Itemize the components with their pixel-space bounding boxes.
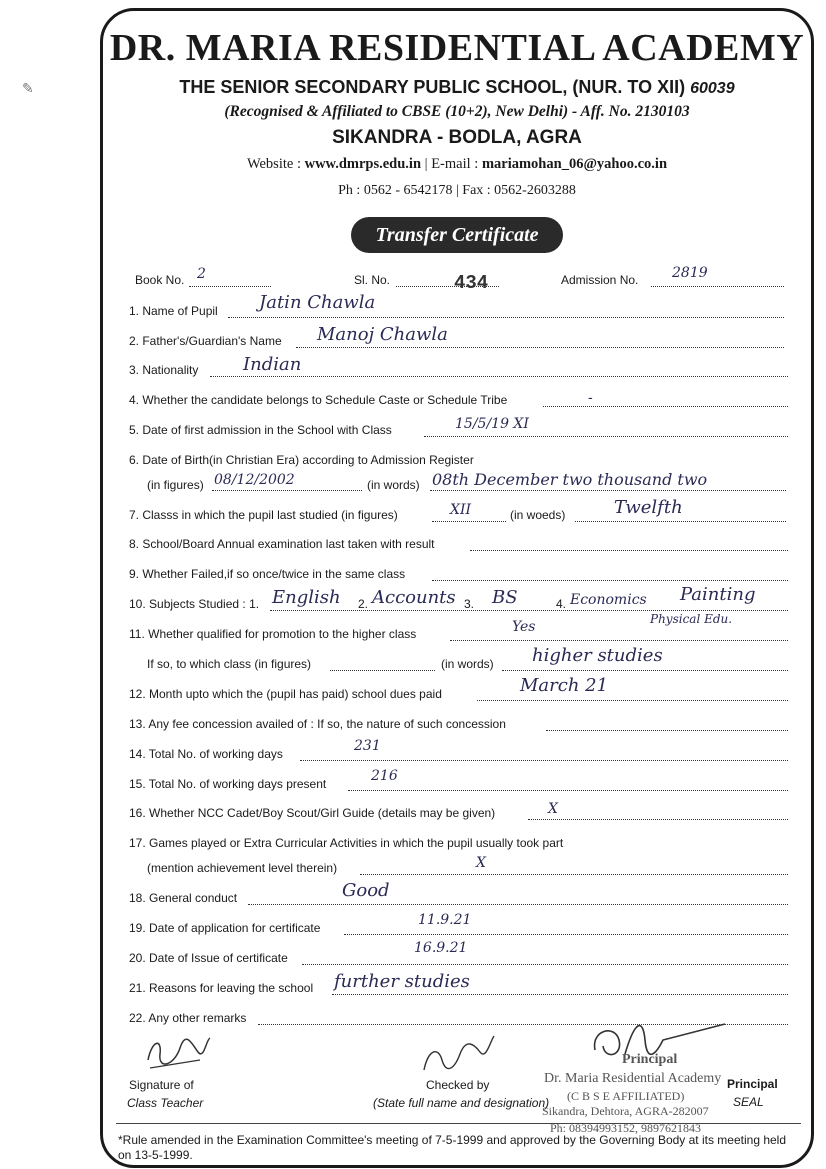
affiliation-line: (Recognised & Affiliated to CBSE (10+2), New Delhi) - Aff. No. 2130103 bbox=[224, 103, 690, 120]
class-teacher-label-1: Signature of bbox=[129, 1078, 194, 1092]
field-6-fig-value: 08/12/2002 bbox=[214, 472, 295, 488]
field-14-label: 14. Total No. of working days bbox=[129, 747, 283, 761]
dotted-line bbox=[296, 347, 784, 348]
seal-label: SEAL bbox=[733, 1095, 764, 1109]
field-21-value: further studies bbox=[334, 971, 470, 992]
website-label: Website : bbox=[246, 156, 301, 172]
certificate-title-badge: Transfer Certificate bbox=[351, 217, 563, 253]
subject-1: English bbox=[272, 587, 341, 608]
school-type-text: THE SENIOR SECONDARY PUBLIC SCHOOL, (NUR. TO XII) bbox=[179, 77, 686, 97]
dotted-line bbox=[470, 550, 788, 551]
field-19-value: 11.9.21 bbox=[418, 912, 472, 928]
field-4-label: 4. Whether the candidate belongs to Schedule Caste or Schedule Tribe bbox=[129, 393, 508, 407]
contact-line: Website : www.dmrps.edu.in | E-mail : mariamohan_06@yahoo.co.in bbox=[246, 156, 668, 172]
school-name: DR. MARIA RESIDENTIAL ACADEMY bbox=[109, 27, 805, 69]
field-7-label: 7. Classs in which the pupil last studied (in figures) bbox=[129, 508, 398, 522]
field-8-label: 8. School/Board Annual examination last taken with result bbox=[129, 537, 435, 551]
field-6-fig-label: (in figures) bbox=[147, 478, 204, 492]
class-teacher-label-2: Class Teacher bbox=[127, 1096, 204, 1110]
field-16-label: 16. Whether NCC Cadet/Boy Scout/Girl Guide (details may be given) bbox=[129, 806, 496, 820]
field-5-value: 15/5/19 XI bbox=[455, 416, 529, 432]
subject-4: Economics bbox=[570, 592, 647, 608]
subject-6: Physical Edu. bbox=[650, 612, 733, 626]
field-18-value: Good bbox=[342, 880, 390, 901]
dotted-line bbox=[248, 904, 788, 905]
field-6-label: 6. Date of Birth(in Christian Era) according to Admission Register bbox=[129, 453, 474, 467]
field-3-label: 3. Nationality bbox=[129, 363, 199, 377]
field-2-value: Manoj Chawla bbox=[317, 324, 448, 345]
field-7-value: XII bbox=[450, 502, 472, 518]
field-9-label: 9. Whether Failed,if so once/twice in the same class bbox=[129, 567, 406, 581]
subject-3-number: 3. bbox=[464, 597, 475, 611]
dotted-line bbox=[189, 286, 271, 287]
admission-no-value: 2819 bbox=[672, 265, 708, 281]
subject-2: Accounts bbox=[372, 587, 456, 608]
field-15-value: 216 bbox=[371, 768, 398, 784]
field-20-label: 20. Date of Issue of certificate bbox=[129, 951, 288, 965]
dotted-line bbox=[302, 964, 788, 965]
dotted-line bbox=[424, 436, 788, 437]
field-6-words-value: 08th December two thousand two bbox=[432, 470, 708, 489]
dotted-line bbox=[212, 490, 362, 491]
dotted-line bbox=[432, 580, 788, 581]
subject-4-number: 4. bbox=[556, 597, 567, 611]
dotted-line bbox=[348, 790, 788, 791]
dotted-line bbox=[651, 286, 784, 287]
dotted-line bbox=[330, 670, 435, 671]
dotted-line bbox=[477, 700, 788, 701]
dotted-line bbox=[546, 730, 788, 731]
dotted-line bbox=[228, 317, 784, 318]
field-2-label: 2. Father's/Guardian's Name bbox=[129, 334, 282, 348]
margin-mark-icon: ✎ bbox=[22, 80, 34, 96]
field-10-label: 10. Subjects Studied : 1. bbox=[129, 597, 260, 611]
footer-note: *Rule amended in the Examination Committee's meeting of 7-5-1999 and approved by the Governing Body at its meeting held on 13-5-1999. bbox=[118, 1133, 787, 1162]
sl-no-label: Sl. No. bbox=[354, 273, 391, 287]
dotted-line bbox=[543, 406, 788, 407]
email-link[interactable]: mariamohan_06@yahoo.co.in bbox=[481, 156, 668, 172]
dotted-line bbox=[300, 760, 788, 761]
stamp-line-1: Principal bbox=[622, 1052, 678, 1067]
field-22-label: 22. Any other remarks bbox=[129, 1011, 247, 1025]
dotted-line bbox=[360, 874, 788, 875]
field-18-label: 18. General conduct bbox=[129, 891, 238, 905]
stamp-line-5: Ph: 08394993152, 9897621843 bbox=[550, 1121, 702, 1135]
school-code: 60039 bbox=[690, 80, 735, 97]
email-label: E-mail : bbox=[431, 156, 479, 172]
field-11-label: 11. Whether qualified for promotion to the higher class bbox=[129, 627, 417, 641]
field-7-words-value: Twelfth bbox=[614, 497, 683, 518]
dotted-line bbox=[344, 934, 788, 935]
field-11b-words-value: higher studies bbox=[532, 645, 663, 666]
book-no-label: Book No. bbox=[135, 273, 185, 287]
dotted-line bbox=[502, 670, 788, 671]
field-3-value: Indian bbox=[243, 354, 302, 375]
dotted-line bbox=[210, 376, 788, 377]
field-1-label: 1. Name of Pupil bbox=[129, 304, 218, 318]
field-5-label: 5. Date of first admission in the School with Class bbox=[129, 423, 392, 437]
fax-number: Fax : 0562-2603288 bbox=[462, 183, 576, 198]
stamp-line-3: (C B S E AFFILIATED) bbox=[567, 1089, 685, 1103]
field-11b-words-label: (in words) bbox=[441, 657, 494, 671]
field-17b-value: X bbox=[476, 855, 486, 871]
dotted-line bbox=[430, 490, 786, 491]
dotted-line bbox=[450, 640, 788, 641]
field-15-label: 15. Total No. of working days present bbox=[129, 777, 327, 791]
checked-by-label: Checked by bbox=[426, 1078, 490, 1092]
website-link[interactable]: www.dmrps.edu.in bbox=[304, 156, 422, 172]
field-11-value: Yes bbox=[512, 619, 536, 635]
stamp-line-2: Dr. Maria Residential Academy bbox=[544, 1071, 722, 1086]
school-type bbox=[100, 77, 814, 98]
subject-3: BS bbox=[492, 587, 518, 608]
field-7-words-label: (in woeds) bbox=[510, 508, 566, 522]
field-21-label: 21. Reasons for leaving the school bbox=[129, 981, 314, 995]
dotted-line bbox=[332, 994, 788, 995]
admission-no-label: Admission No. bbox=[561, 273, 639, 287]
field-12-value: March 21 bbox=[520, 675, 609, 696]
field-14-value: 231 bbox=[354, 738, 381, 754]
dotted-line bbox=[432, 521, 506, 522]
phone-line: Ph : 0562 - 6542178 | Fax : 0562-2603288 bbox=[338, 183, 576, 198]
field-20-value: 16.9.21 bbox=[414, 940, 468, 956]
principal-label: Principal bbox=[727, 1077, 778, 1091]
stamp-line-4: Sikandra, Dehtora, AGRA-282007 bbox=[542, 1104, 709, 1118]
field-11b-label: If so, to which class (in figures) bbox=[147, 657, 312, 671]
subject-2-number: 2. bbox=[358, 597, 369, 611]
book-no-value: 2 bbox=[197, 266, 206, 282]
sl-no-value: 434 bbox=[454, 272, 489, 294]
school-address: SIKANDRA - BODLA, AGRA bbox=[332, 127, 582, 148]
field-13-label: 13. Any fee concession availed of : If so, the nature of such concession bbox=[129, 717, 506, 731]
field-16-value: X bbox=[548, 801, 558, 817]
field-17b-label: (mention achievement level therein) bbox=[147, 861, 338, 875]
field-19-label: 19. Date of application for certificate bbox=[129, 921, 321, 935]
checker-signature-icon bbox=[418, 1030, 498, 1080]
dotted-line bbox=[528, 819, 788, 820]
field-4-value: - bbox=[588, 390, 593, 406]
field-17-label: 17. Games played or Extra Curricular Activities in which the pupil usually took part bbox=[129, 836, 564, 850]
footer-divider bbox=[116, 1123, 801, 1124]
field-1-value: Jatin Chawla bbox=[259, 292, 376, 313]
dotted-line bbox=[575, 521, 786, 522]
dotted-line bbox=[270, 610, 788, 611]
field-12-label: 12. Month upto which the (pupil has paid) school dues paid bbox=[129, 687, 442, 701]
class-teacher-signature-icon bbox=[140, 1030, 215, 1075]
phone-number: Ph : 0562 - 6542178 bbox=[338, 183, 453, 198]
checked-by-note: (State full name and designation) bbox=[373, 1096, 550, 1110]
subject-5: Painting bbox=[680, 584, 756, 605]
field-6-words-label: (in words) bbox=[367, 478, 420, 492]
